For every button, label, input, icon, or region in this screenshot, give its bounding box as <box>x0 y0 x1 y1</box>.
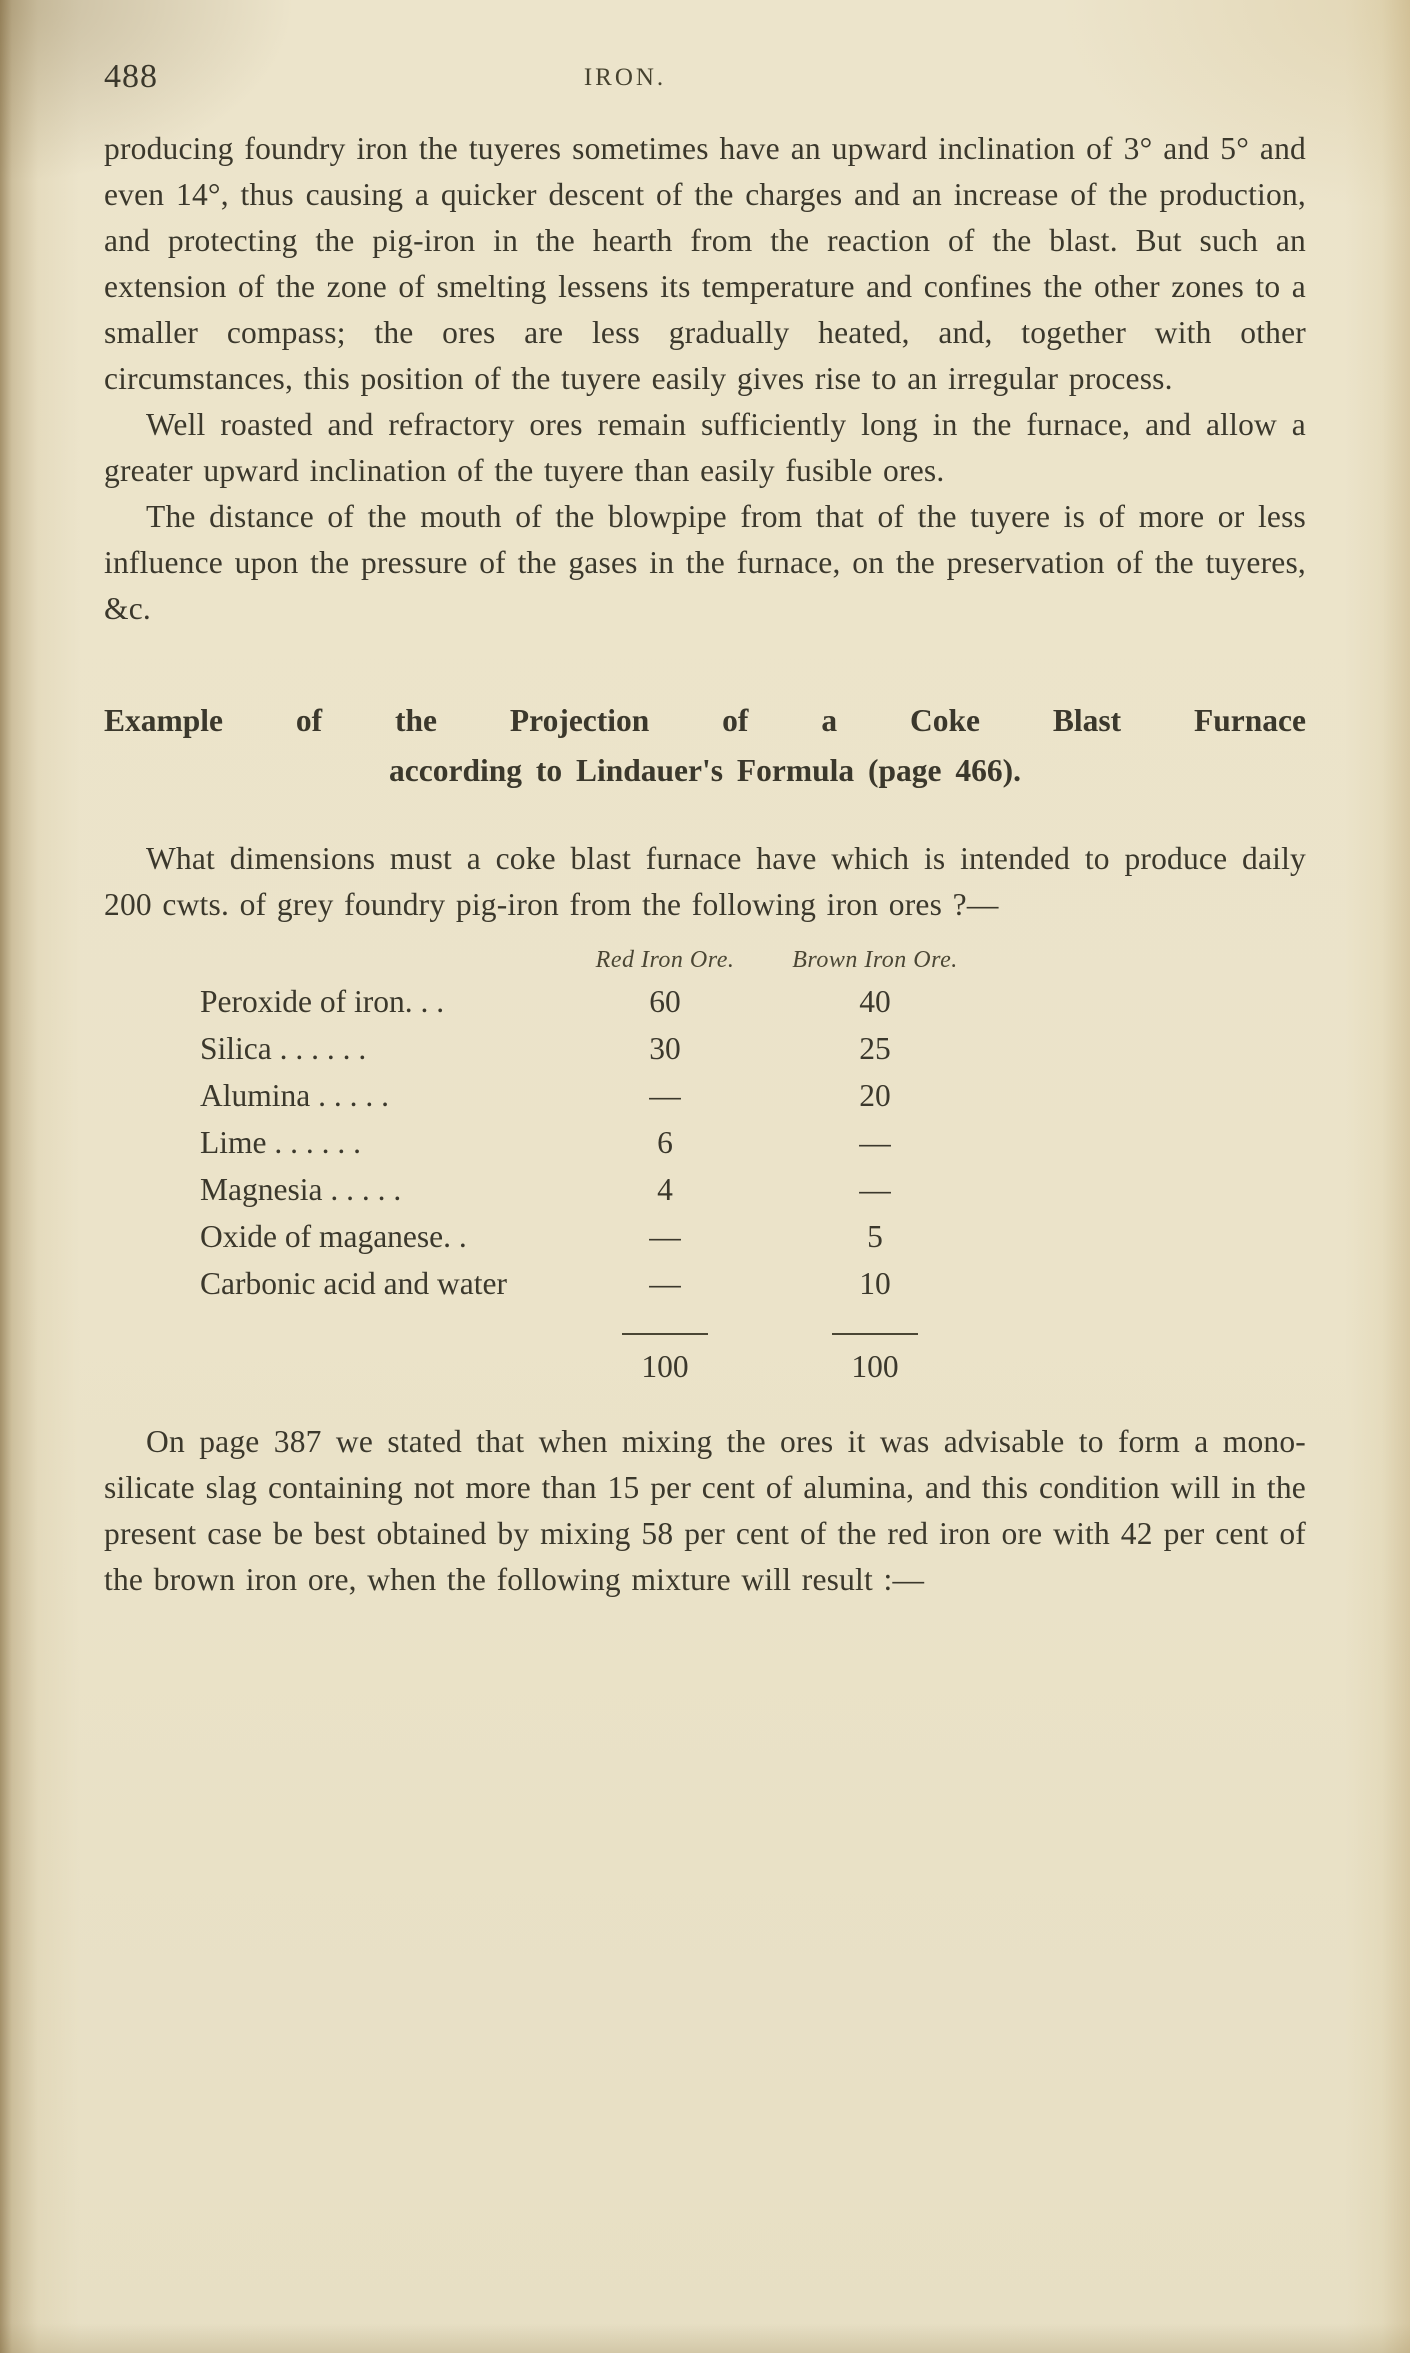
paragraph-table-intro: What dimensions must a coke blast furnace have which is intended to produce daily 200 cwts. of grey foundry pig-iron from the following iron ores ?— <box>104 841 1306 922</box>
row-value-brown: 10 <box>859 1266 891 1301</box>
row-value-brown: 5 <box>867 1219 883 1254</box>
table-row <box>200 1213 1306 1260</box>
section-heading <box>104 696 1306 796</box>
page-header <box>104 52 1306 112</box>
table-row <box>200 1119 1306 1166</box>
table-row <box>200 1166 1306 1213</box>
total-brown: 100 <box>851 1349 899 1384</box>
table-row <box>200 1072 1306 1119</box>
row-value-brown: — <box>859 1125 891 1160</box>
row-label: Lime . . . . . . <box>200 1125 361 1160</box>
row-value-brown: — <box>859 1172 891 1207</box>
paragraph-tuyere-inclination: producing foundry iron the tuyeres sometimes have an upward inclination of 3° and 5° and even 14°, thus causing a quicker descent of the charges and an increase of the production, and protecting the pig-iron in the hearth from the reaction of the blast. But such an extension of the zone of smelting lessens its temperature and confines the other zones to a smaller compass; the ores are less gradually heated, and, together with other circumstances, this position of the tuyere easily gives rise to an irregular process. <box>104 131 1306 396</box>
row-value-red: — <box>649 1266 681 1301</box>
section-heading-line2: according to Lindauer's Formula (page 466). <box>389 753 1021 788</box>
page-number: 488 <box>104 58 158 95</box>
row-value-brown: 40 <box>859 984 891 1019</box>
total-red: 100 <box>641 1349 689 1384</box>
row-label: Carbonic acid and water <box>200 1266 507 1301</box>
table-row <box>200 1260 1306 1307</box>
column-header-red-iron-ore: Red Iron Ore. <box>595 947 735 973</box>
row-label: Oxide of maganese. . <box>200 1219 467 1254</box>
table-row <box>200 978 1306 1025</box>
row-value-brown: 25 <box>859 1031 891 1066</box>
row-value-brown: 20 <box>859 1078 891 1113</box>
row-value-red: 4 <box>657 1172 673 1207</box>
total-rule-brown <box>760 1333 990 1335</box>
row-value-red: 6 <box>657 1125 673 1160</box>
row-label: Magnesia . . . . . <box>200 1172 402 1207</box>
row-value-red: 30 <box>649 1031 681 1066</box>
table-totals-row <box>200 1341 1306 1393</box>
table-header-row <box>200 942 1306 978</box>
row-value-red: — <box>649 1219 681 1254</box>
total-rule-red <box>570 1333 760 1335</box>
column-header-brown-iron-ore: Brown Iron Ore. <box>792 947 958 973</box>
table-total-rules <box>200 1333 1306 1335</box>
row-label: Alumina . . . . . <box>200 1078 389 1113</box>
paragraph-blowpipe-distance: The distance of the mouth of the blowpipe from that of the tuyere is of more or less influence upon the pressure of the gases in the furnace, on the preservation of the tuyeres, &c. <box>104 499 1306 626</box>
paragraph-mixing-conclusion: On page 387 we stated that when mixing the ores it was advisable to form a mono-silicate slag containing not more than 15 per cent of alumina, and this condition will in the present case be best obtained by mixing 58 per cent of the red iron ore with 42 per cent of the brown iron ore, when the following mixture will result :— <box>104 1424 1306 1597</box>
section-heading-line1: Example of the Projection of a Coke Blast Furnace <box>104 703 1306 738</box>
ore-composition-table <box>200 942 1306 1393</box>
row-value-red: 60 <box>649 984 681 1019</box>
paragraph-roasted-ores: Well roasted and refractory ores remain sufficiently long in the furnace, and allow a greater upward inclination of the tuyere than easily fusible ores. <box>104 407 1306 488</box>
running-title: IRON. <box>583 64 667 91</box>
row-label: Peroxide of iron. . . <box>200 984 445 1019</box>
row-label: Silica . . . . . . <box>200 1031 367 1066</box>
row-value-red: — <box>649 1078 681 1113</box>
table-row <box>200 1025 1306 1072</box>
